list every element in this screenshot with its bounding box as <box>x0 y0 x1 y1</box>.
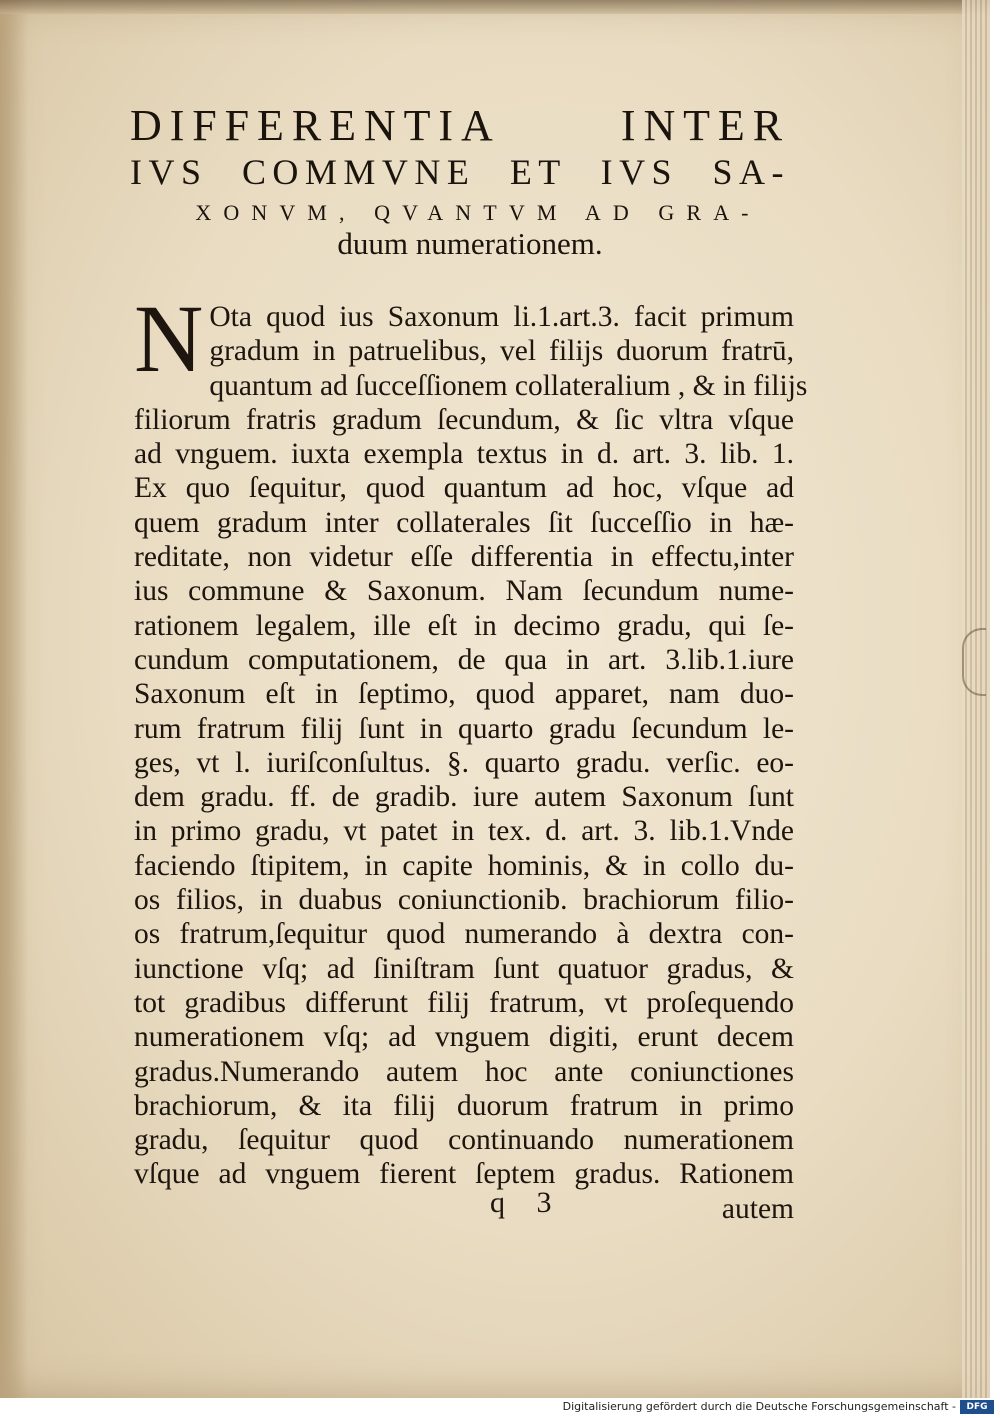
text-line: ges, vt l. iuriſconſultus. §. quarto gradu. verſic. eo- <box>134 746 794 779</box>
text-line: quem gradum inter collaterales ſit ſucceſſio in hæ- <box>134 506 794 539</box>
text-line: tot gradibus differunt filij fratrum, vt proſequendo <box>134 986 794 1019</box>
page-top-edge <box>0 0 990 14</box>
text-line: os fratrum,ſequitur quod numerando à dextra con- <box>134 918 794 951</box>
text-line: rum fratrum filij ſunt in quarto gradu ſecundum le- <box>134 712 794 745</box>
text-line: gradus.Numerando autem hoc ante coniunctiones <box>134 1055 794 1088</box>
body-text <box>134 285 808 1226</box>
text-line: numerationem vſq; ad vnguem digiti, erunt decem <box>134 1021 794 1054</box>
dfg-logo: DFG <box>960 1400 994 1414</box>
heading-line-2: IVS COMMVNE ET IVS SA- <box>130 152 790 192</box>
heading-line-4: duum numerationem. <box>337 226 603 261</box>
text-line: dem gradu. ff. de gradib. iure autem Saxonum ſunt <box>134 781 794 814</box>
text-line: ad vnguem. iuxta exempla textus in d. art. 3. lib. 1. <box>134 438 794 471</box>
text-line: ius commune & Saxonum. Nam ſecundum nume- <box>134 575 794 608</box>
heading-line-3: XONVM, QVANTVM AD GRA- <box>195 200 761 225</box>
text-line: reditate, non videtur eſſe differentia in effectu,inter <box>134 541 794 574</box>
catchword: autem <box>721 1192 794 1225</box>
text-line: brachiorum, & ita filij duorum fratrum in primo <box>134 1089 794 1122</box>
text-line: filiorum fratris gradum ſecundum, & ſic vltra vſque <box>134 403 794 436</box>
clip-shadow <box>962 628 986 696</box>
text-line: in primo gradu, vt patet in tex. d. art. 3. lib.1.Vnde <box>134 815 794 848</box>
text-line: gradu, ſequitur quod continuando numerationem <box>134 1124 794 1157</box>
text-line: os filios, in duabus coniunctionib. brachiorum filio- <box>134 884 794 917</box>
text-line: Ota quod ius Saxonum li.1.art.3. facit primum <box>209 301 794 333</box>
text-line: faciendo ſtipitem, in capite hominis, & in collo du- <box>134 849 794 882</box>
text-line: Ex quo ſequitur, quod quantum ad hoc, vſque ad <box>134 472 794 505</box>
text-line: cundum computationem, de qua in art. 3.lib.1.iure <box>134 643 794 676</box>
drop-cap: N <box>134 285 204 392</box>
text-line: vſque ad vnguem fierent ſeptem gradus. Rationem <box>134 1158 794 1191</box>
chapter-heading <box>130 101 790 261</box>
heading-line-1: DIFFERENTIA INTER <box>130 101 790 150</box>
text-line: rationem legalem, ille eſt in decimo gradu, qui ſe- <box>134 609 794 642</box>
page-fore-edge <box>962 0 990 1398</box>
signature-mark: q 3 <box>490 1186 564 1219</box>
digitization-credit: Digitalisierung gefördert durch die Deutsche Forschungsgemeinschaft - <box>562 1400 956 1413</box>
text-line: Saxonum eſt in ſeptimo, quod apparet, nam duo- <box>134 678 794 711</box>
text-line: iunctione vſq; ad ſiniſtram ſunt quatuor gradus, & <box>134 952 794 985</box>
text-line: gradum in patruelibus, vel filijs duorum fratrū, <box>209 335 794 368</box>
text-line: quantum ad ſucceſſionem collateralium , & in filijs <box>209 369 808 402</box>
